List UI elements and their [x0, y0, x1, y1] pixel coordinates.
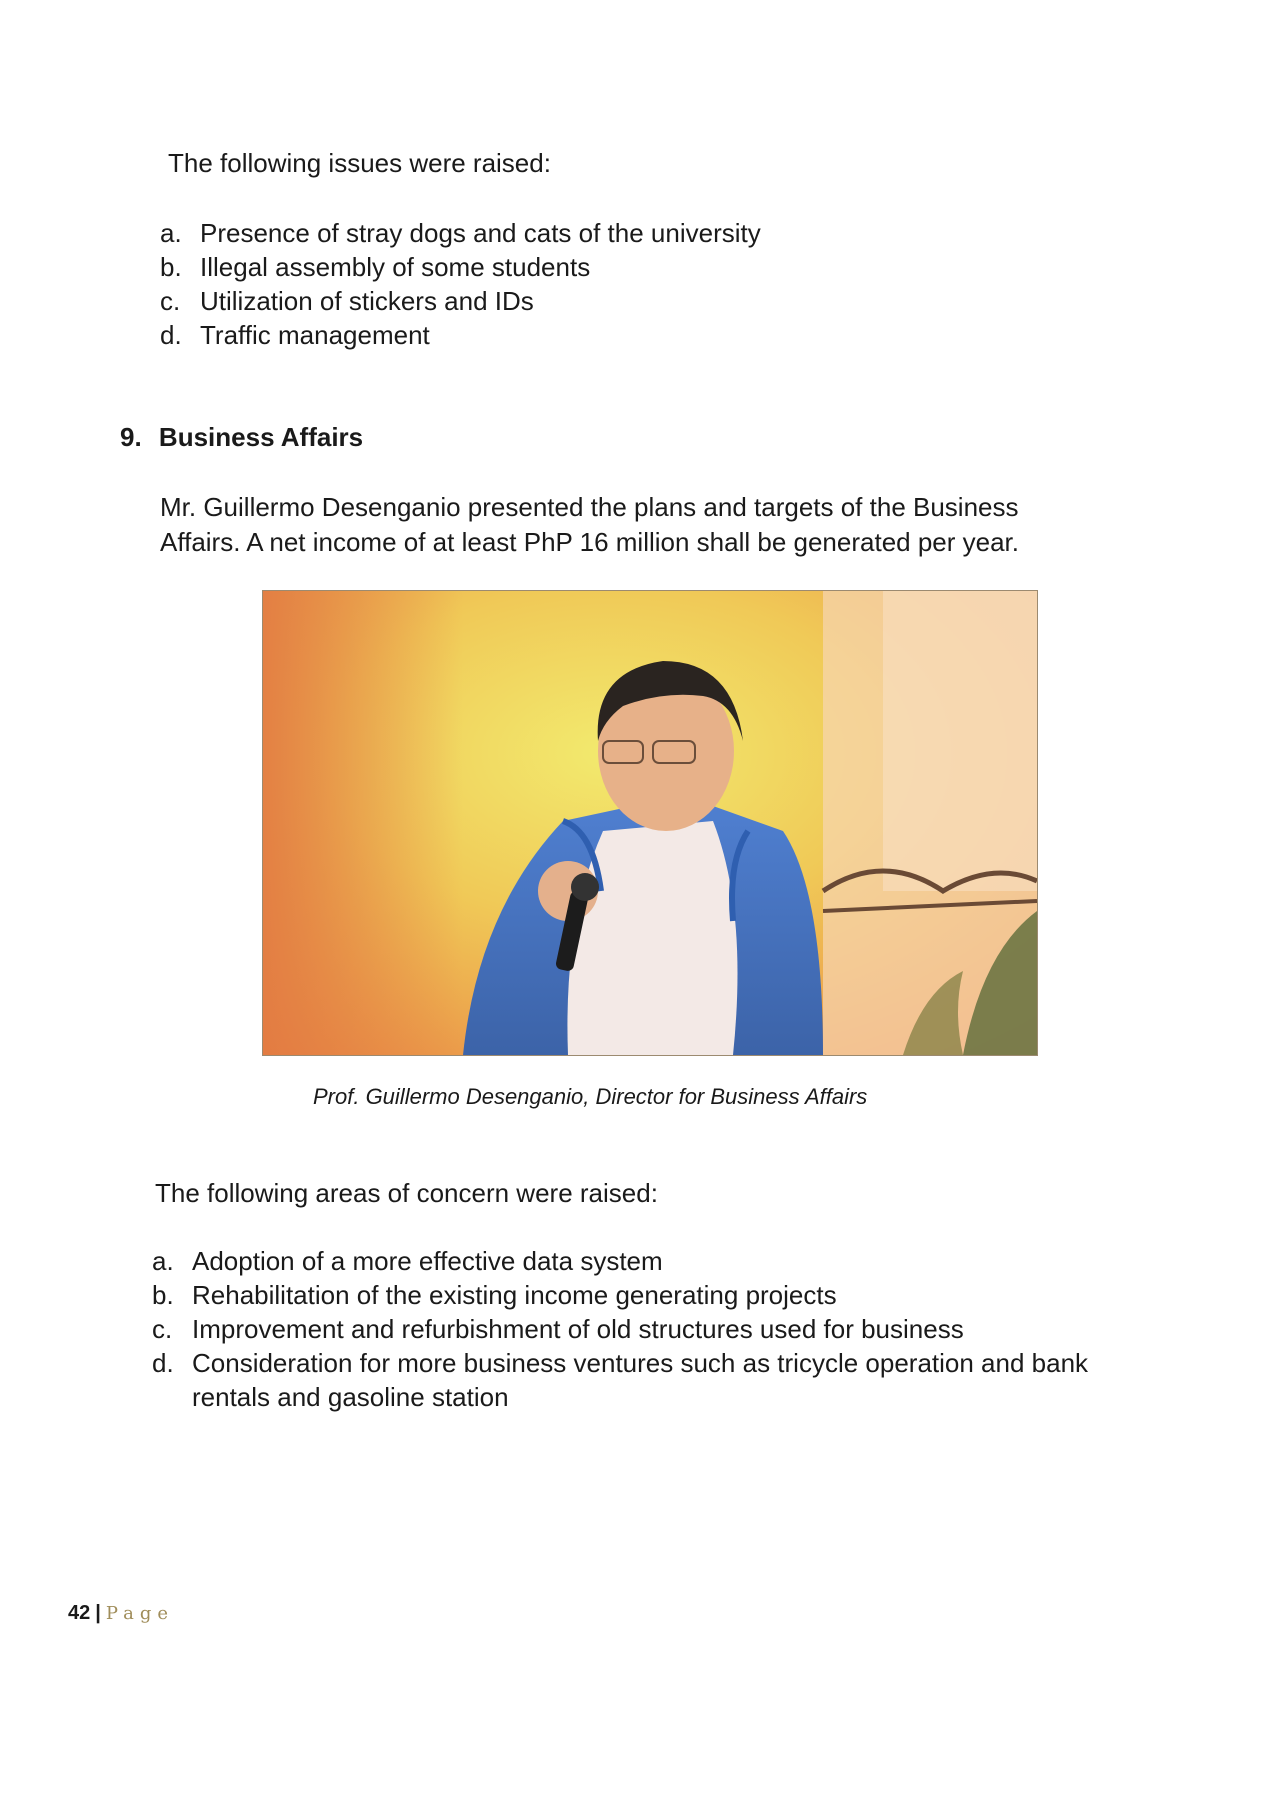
list-item [152, 1312, 1172, 1346]
footer-separator: | [95, 1602, 101, 1624]
list-item-text: Illegal assembly of some students [200, 252, 591, 282]
list-item [160, 284, 761, 318]
list-item [152, 1346, 1172, 1414]
concerns-list [152, 1244, 1172, 1414]
list-marker: b. [160, 252, 182, 282]
list-marker: d. [160, 320, 182, 350]
list-marker: a. [160, 218, 182, 248]
list-item-text: Traffic management [200, 320, 430, 350]
photo-caption: Prof. Guillermo Desenganio, Director for Business Affairs [313, 1084, 868, 1109]
list-item [152, 1244, 1172, 1278]
list-item-text: Presence of stray dogs and cats of the university [200, 218, 761, 248]
concerns-intro: The following areas of concern were raised: [155, 1178, 658, 1208]
page-label: Page [105, 1603, 175, 1624]
list-item [152, 1278, 1172, 1312]
list-item [160, 216, 761, 250]
business-paragraph: Mr. Guillermo Desenganio presented the plans and targets of the Business Affairs. A net income of at least PhP 16 million shall be generated per year. [160, 492, 1020, 557]
list-item-text: Consideration for more business ventures such as tricycle operation and bank rentals and gasoline station [192, 1348, 1089, 1412]
list-item-text: Rehabilitation of the existing income generating projects [192, 1280, 837, 1310]
speaker-photo [262, 590, 1038, 1056]
list-item-text: Adoption of a more effective data system [192, 1246, 663, 1276]
issues-intro: The following issues were raised: [168, 148, 551, 178]
list-marker: a. [152, 1246, 174, 1276]
issues-list [160, 216, 761, 352]
list-item-text: Improvement and refurbishment of old structures used for business [192, 1314, 964, 1344]
list-item [160, 318, 761, 352]
list-item-text: Utilization of stickers and IDs [200, 286, 534, 316]
section-number: 9. [120, 422, 142, 452]
list-marker: c. [160, 286, 181, 316]
list-marker: c. [152, 1314, 173, 1344]
page-number: 42 [68, 1602, 91, 1624]
list-marker: d. [152, 1348, 174, 1378]
page-footer [68, 1602, 174, 1625]
list-item [160, 250, 761, 284]
list-marker: b. [152, 1280, 174, 1310]
section-title: Business Affairs [158, 422, 364, 452]
section-heading [120, 420, 363, 454]
